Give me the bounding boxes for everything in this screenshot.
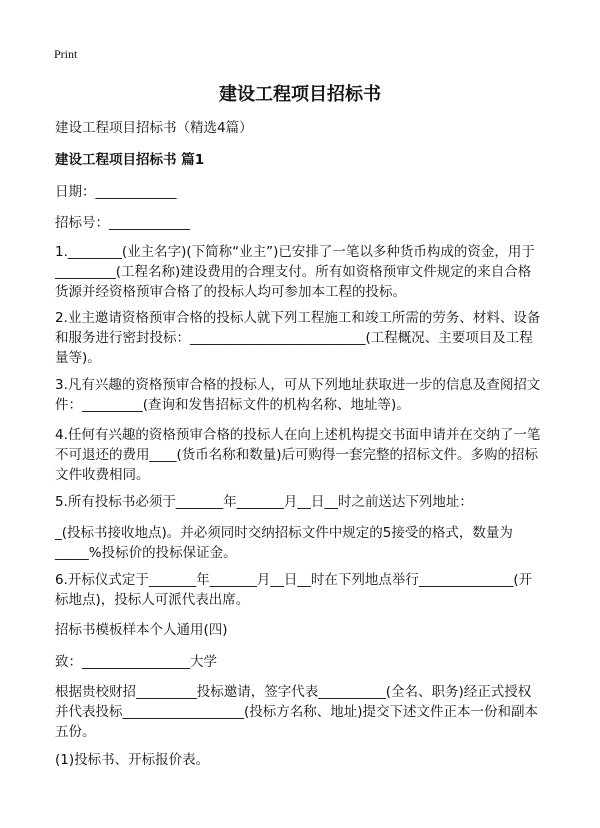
paragraph-line: 标地点)，投标人可派代表出席。 xyxy=(55,592,250,608)
paragraph xyxy=(55,492,473,512)
paragraph-line: _(投标书接收地点)。并必须同时交纳招标文件中规定的5接受的格式，数量为 xyxy=(55,525,513,541)
paragraph xyxy=(55,682,538,742)
paragraph xyxy=(55,620,228,640)
number-line: 招标号：____________ xyxy=(55,215,190,231)
date-line: 日期：____________ xyxy=(55,184,177,200)
paragraph-line: 4.任何有兴趣的资格预审合格的投标人在向上述机构提交书面申请并在交纳了一笔 xyxy=(55,427,541,443)
paragraph xyxy=(55,523,513,563)
paragraph-line: _________(工程名称)建设费用的合理支付。所有如资格预审文件规定的来自合格 xyxy=(55,264,532,280)
paragraph xyxy=(55,750,209,770)
paragraph-line: 文件收费相同。 xyxy=(55,467,150,483)
paragraph xyxy=(55,375,540,415)
paragraph-line: 件：_________(查询和发售招标文件的机构名称、地址等)。 xyxy=(55,397,410,413)
paragraph-line: (1)投标书、开标报价表。 xyxy=(55,752,210,768)
paragraph-line: 量等)。 xyxy=(55,350,101,366)
paragraph-line: 致：________________大学 xyxy=(55,654,217,670)
paragraph xyxy=(55,242,535,302)
paragraph-line: 6.开标仪式定于_______年_______月__日__时在下列地点举行______________(开 xyxy=(55,572,533,588)
paragraph-line: 招标书模板样本个人通用(四) xyxy=(55,622,228,638)
paragraph xyxy=(55,308,540,368)
paragraph-line: 五份。 xyxy=(55,724,96,740)
paragraph xyxy=(55,652,217,672)
paragraph xyxy=(55,425,540,485)
paragraph-line: 并代表投标__________________(投标方名称、地址)提交下述文件正本一份和副本 xyxy=(55,704,539,720)
section-heading: 建设工程项目招标书 篇1 xyxy=(55,152,205,168)
paragraph-line: 3.凡有兴趣的资格预审合格的投标人，可从下列地址获取进一步的信息及查阅招文 xyxy=(55,377,541,393)
document-title: 建设工程项目招标书 xyxy=(219,84,381,105)
paragraph-line: 根据贵校财招_________投标邀请，签字代表__________(全名、职务)经正式授权 xyxy=(55,684,532,700)
paragraph-line: 1.________(业主名字)(下简称“业主”)已安排了一笔以多种货币构成的资金，用于 xyxy=(55,244,535,260)
paragraph-line: 不可退还的费用____(货币名称和数量)后可购得一套完整的招标文件。多购的招标 xyxy=(55,447,539,463)
paragraph xyxy=(55,570,532,610)
document-subtitle: 建设工程项目招标书（精选4篇） xyxy=(55,120,253,136)
paragraph-line: 货源并经资格预审合格了的投标人均可参加本工程的投标。 xyxy=(55,284,406,300)
paragraph-line: 和服务进行密封投标：__________________________(工程概况、主要项目及工程 xyxy=(55,330,533,346)
paragraph-line: 2.业主邀请资格预审合格的投标人就下列工程施工和竣工所需的劳务、材料、设备 xyxy=(55,310,541,326)
print-link[interactable]: Print xyxy=(54,47,78,61)
paragraph-line: 5.所有投标书必须于_______年_______月__日__时之前送达下列地址： xyxy=(55,494,473,510)
paragraph-line: _____%投标价的投标保证金。 xyxy=(55,545,237,561)
